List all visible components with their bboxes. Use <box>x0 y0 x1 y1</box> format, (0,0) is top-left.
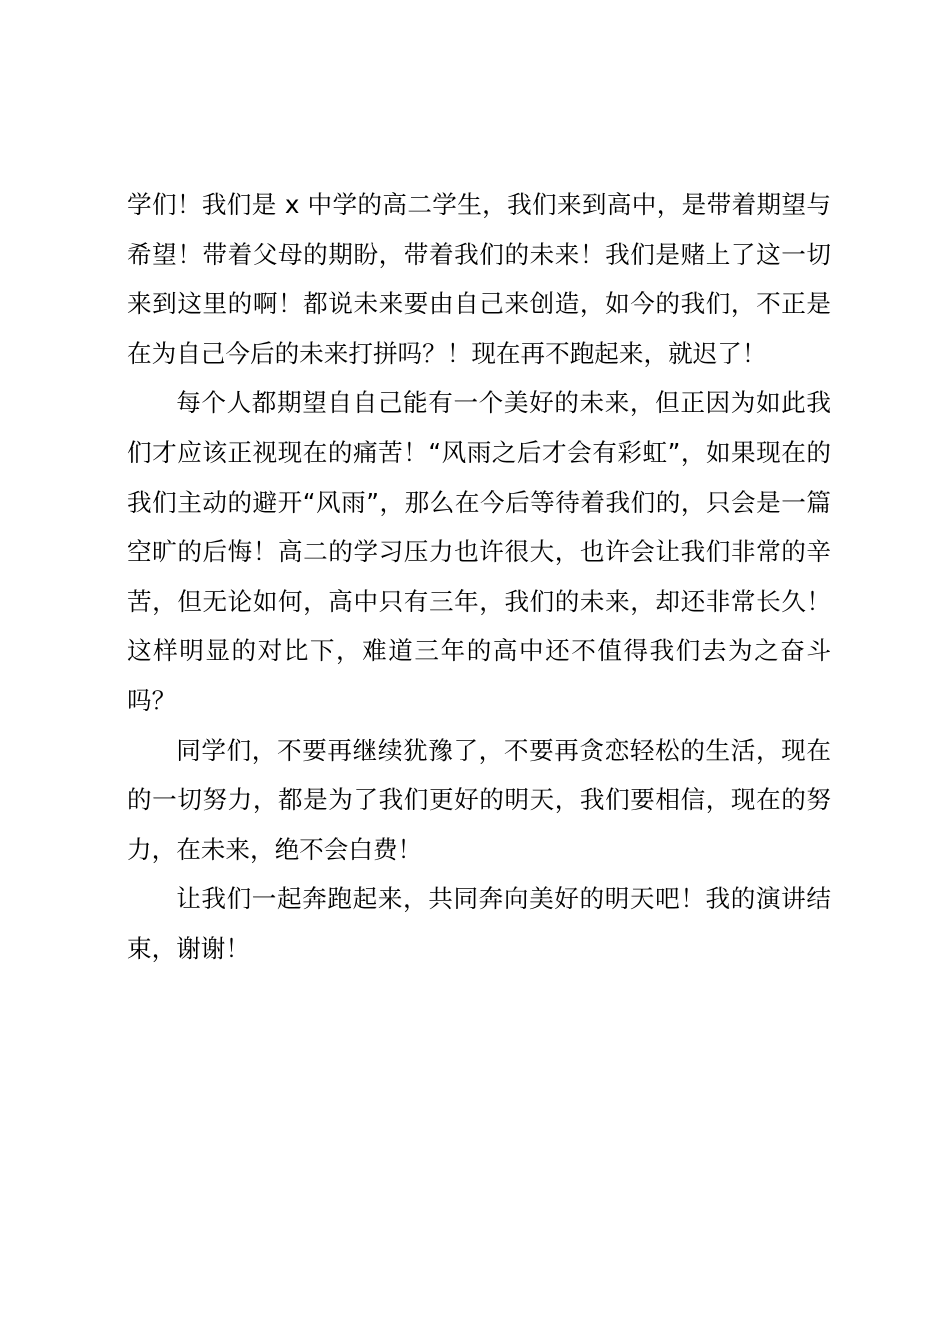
paragraph-3: 同学们，不要再继续犹豫了，不要再贪恋轻松的生活，现在的一切努力，都是为了我们更好的明天，我们要相信，现在的努力，在未来，绝不会白费！ <box>127 735 831 864</box>
paragraph-2: 每个人都期望自自己能有一个美好的未来，但正因为如此我们才应该正视现在的痛苦！“风雨之后才会有彩虹”，如果现在的我们主动的避开“风雨”，那么在今后等待着我们的，只会是一篇空旷的后悔！高二的学习压力也许很大，也许会让我们非常的辛苦，但无论如何，高中只有三年，我们的未来，却还非常长久！这样明显的对比下，难道三年的高中还不值得我们去为之奋斗吗？ <box>127 388 831 715</box>
paragraph-4: 让我们一起奔跑起来，共同奔向美好的明天吧！我的演讲结束，谢谢！ <box>127 884 831 963</box>
paragraph-1: 学们！我们是 x 中学的高二学生，我们来到高中，是带着期望与希望！带着父母的期盼，带着我们的未来！我们是赌上了这一切来到这里的啊！都说未来要由自己来创造，如今的我们，不正是在为自己今后的未来打拼吗？！现在再不跑起来，就迟了！ <box>127 190 831 368</box>
document-body <box>127 180 831 974</box>
